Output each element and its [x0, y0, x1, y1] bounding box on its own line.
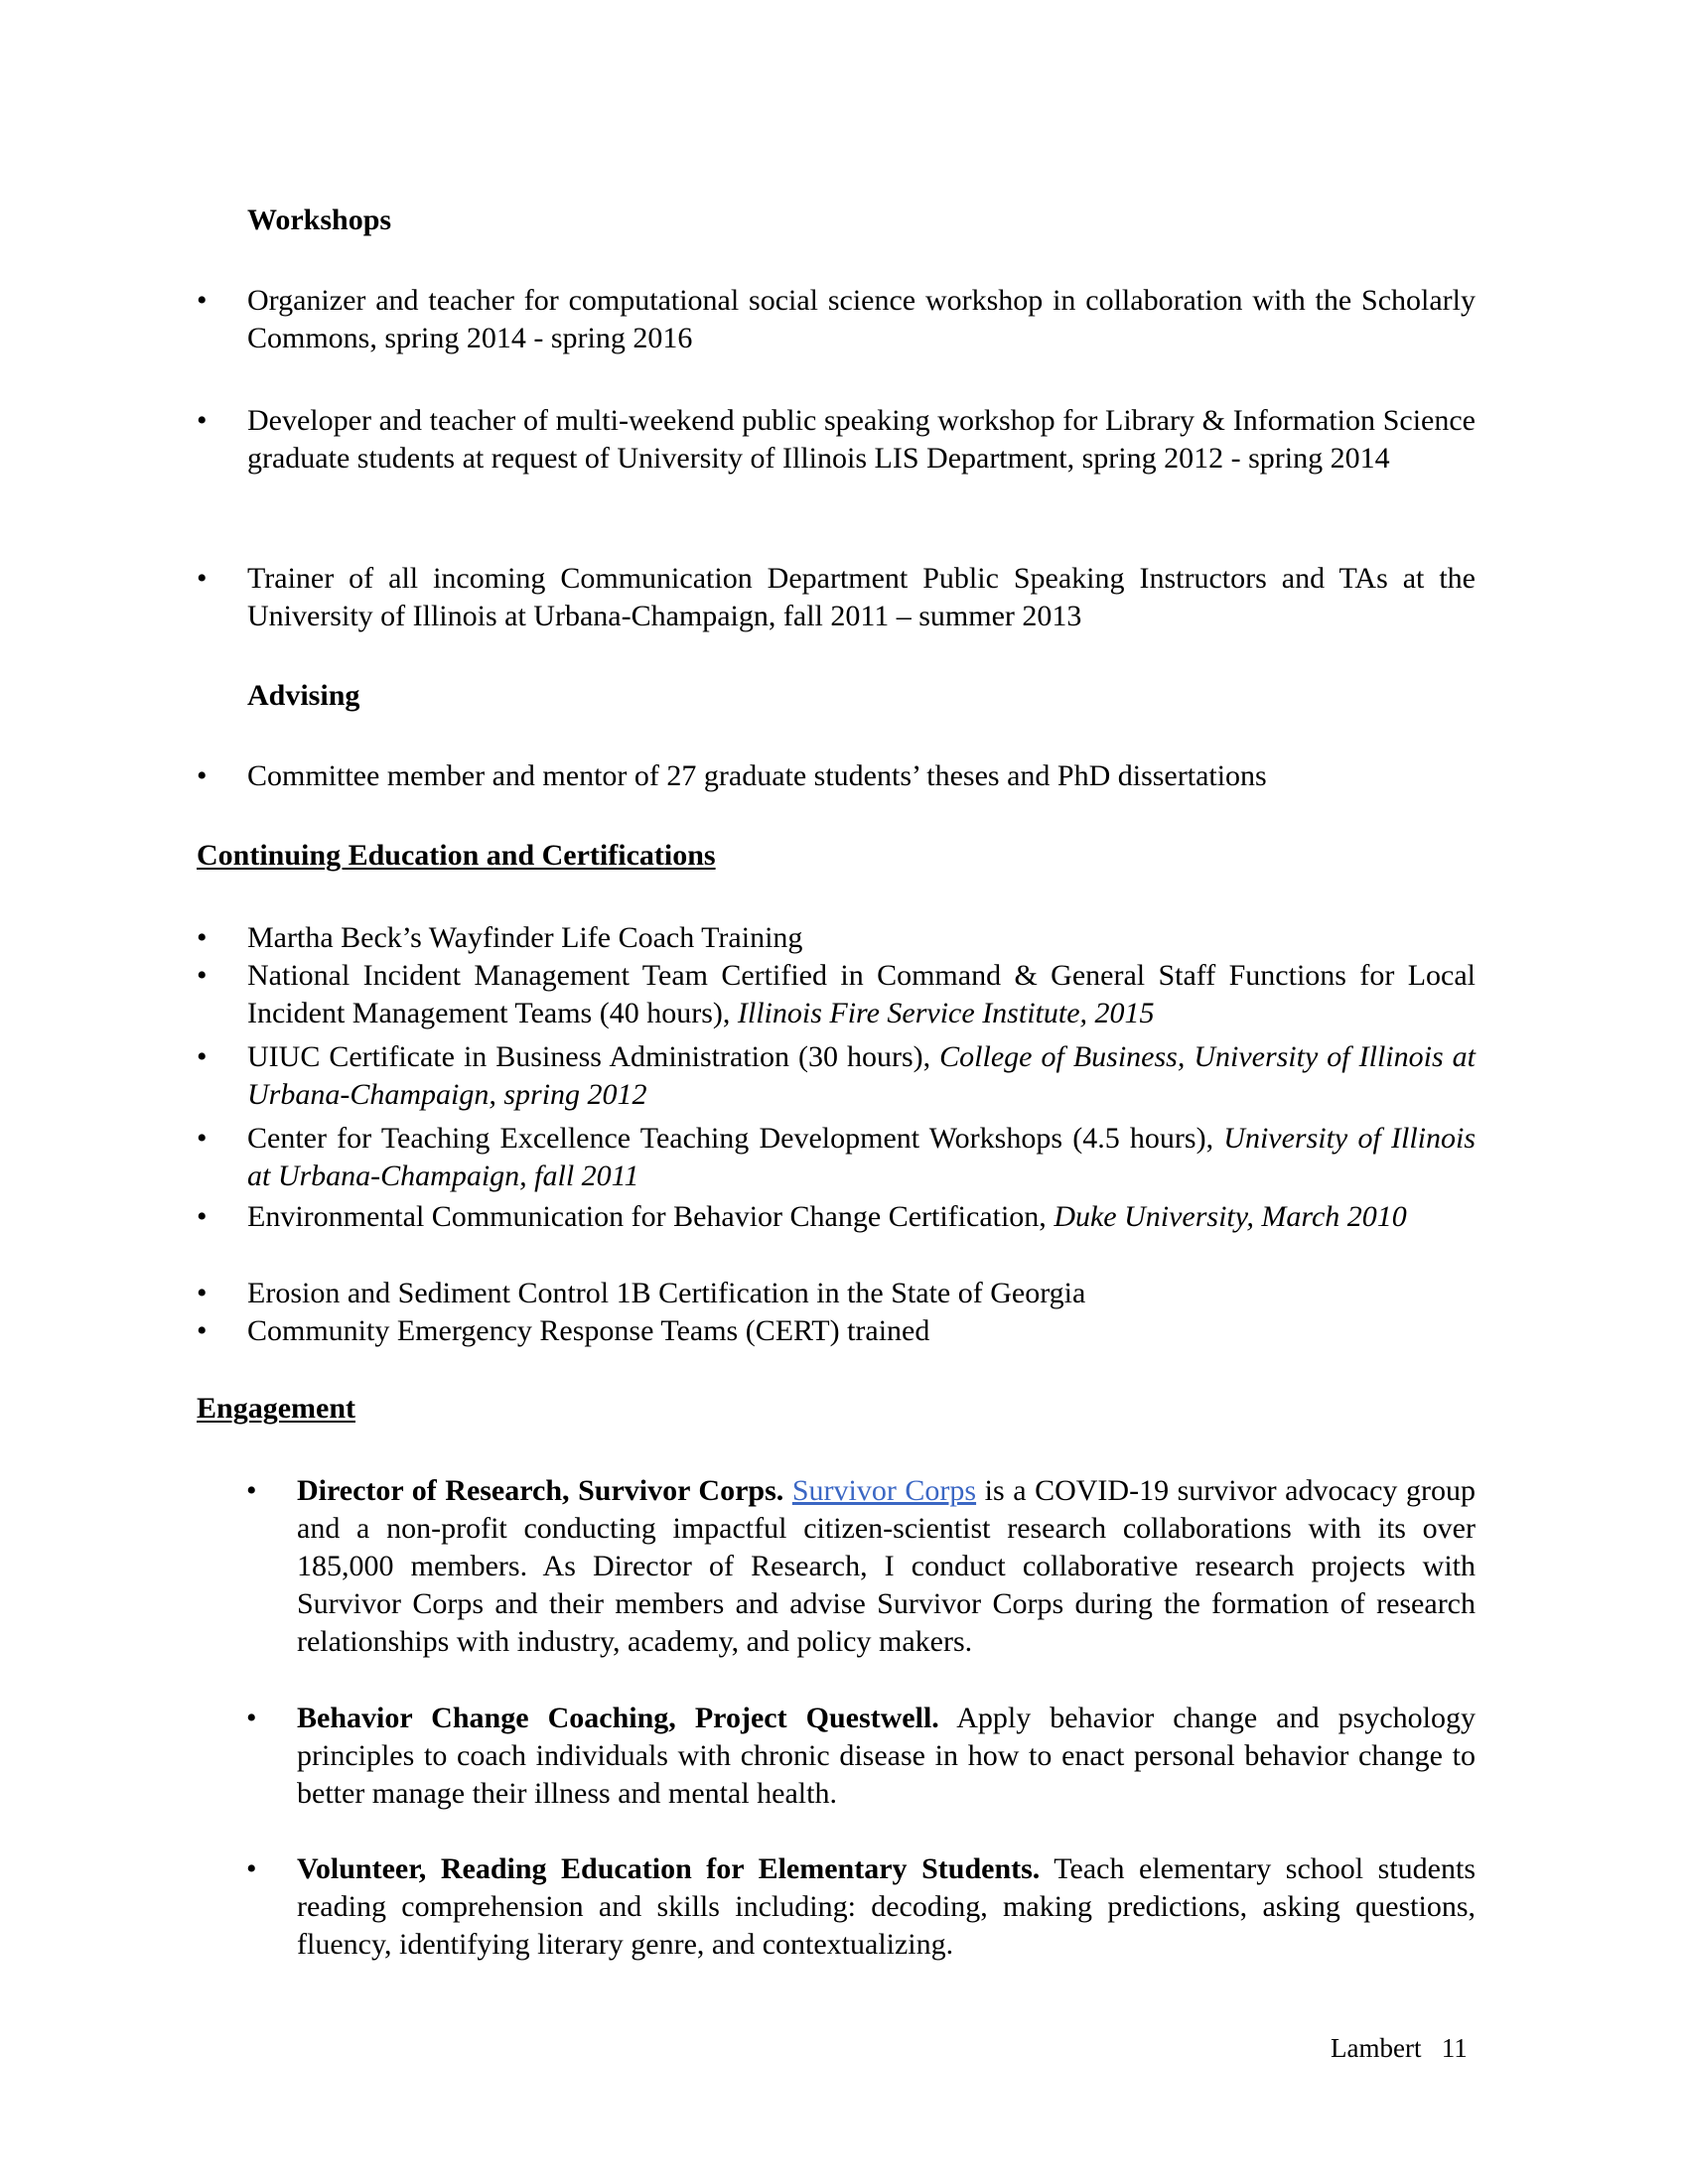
engagement-title: Volunteer, Reading Education for Elementary Students.	[297, 1852, 1041, 1885]
advising-item: • Committee member and mentor of 27 graduate students’ theses and PhD dissertations	[197, 757, 1476, 795]
bullet-icon: •	[197, 1314, 208, 1347]
bullet-icon: •	[246, 1474, 257, 1507]
bullet-icon: •	[197, 1040, 208, 1073]
certification-item: • Martha Beck’s Wayfinder Life Coach Training	[197, 919, 1476, 957]
bullet-icon: •	[197, 1277, 208, 1309]
bullet-icon: •	[197, 284, 208, 317]
certification-item: • National Incident Management Team Certified in Command & General Staff Functions for Local Incident Management Teams (40 hours), Illinois Fire Service Institute, 2015	[197, 959, 1476, 1029]
continuing-education-heading: Continuing Education and Certifications	[197, 839, 716, 872]
bullet-icon: •	[246, 1852, 257, 1885]
bullet-icon: •	[197, 1200, 208, 1233]
certification-item: • UIUC Certificate in Business Administration (30 hours), College of Business, University of Illinois at Urbana-Champaign, spring 2012	[197, 1040, 1476, 1111]
bullet-icon: •	[197, 959, 208, 992]
certification-item: • Community Emergency Response Teams (CERT) trained	[197, 1312, 1476, 1350]
bullet-icon: •	[197, 921, 208, 954]
bullet-icon: •	[197, 759, 208, 792]
engagement-heading: Engagement	[197, 1392, 355, 1425]
engagement-item: • Behavior Change Coaching, Project Questwell. Apply behavior change and psychology principles to coach individuals with chronic disease in how to enact personal behavior change to better manage their illness and mental health.	[246, 1702, 1476, 1810]
bullet-icon: •	[246, 1702, 257, 1734]
certification-item: • Erosion and Sediment Control 1B Certification in the State of Georgia	[197, 1275, 1476, 1312]
workshop-item: • Trainer of all incoming Communication Department Public Speaking Instructors and TAs at the University of Illinois at Urbana-Champaign, fall 2011 – summer 2013	[197, 562, 1476, 632]
certification-item: • Center for Teaching Excellence Teaching Development Workshops (4.5 hours), University of Illinois at Urbana-Champaign, fall 2011	[197, 1122, 1476, 1192]
engagement-item: • Director of Research, Survivor Corps. Survivor Corps is a COVID-19 survivor advocacy group and a non-profit conducting impactful citizen-scientist research collaborations with its over 185,000 members. As Director of Research, I conduct collaborative research projects with Survivor Corps and their members and advise Survivor Corps during the formation of research relationships with industry, academy, and policy makers.	[246, 1474, 1476, 1658]
page-number: 11	[1441, 2033, 1468, 2063]
engagement-title: Behavior Change Coaching, Project Questwell.	[297, 1702, 939, 1734]
bullet-icon: •	[197, 1122, 208, 1155]
workshops-heading: Workshops	[247, 204, 392, 236]
engagement-title: Director of Research, Survivor Corps.	[297, 1474, 784, 1507]
bullet-icon: •	[197, 404, 208, 437]
certification-item: • Environmental Communication for Behavior Change Certification, Duke University, March 2010	[197, 1198, 1476, 1236]
footer-author: Lambert	[1331, 2033, 1422, 2063]
survivor-corps-link[interactable]: Survivor Corps	[791, 1474, 977, 1507]
advising-heading: Advising	[247, 679, 360, 712]
workshop-item: • Developer and teacher of multi-weekend public speaking workshop for Library & Information Science graduate students at request of University of Illinois LIS Department, spring 2012 - spring 2014	[197, 404, 1476, 475]
engagement-item: • Volunteer, Reading Education for Elementary Students. Teach elementary school students reading comprehension and skills including: decoding, making predictions, asking questions, fluency, identifying literary genre, and contextualizing.	[246, 1852, 1476, 1961]
bullet-icon: •	[197, 562, 208, 595]
workshop-item: • Organizer and teacher for computational social science workshop in collaboration with the Scholarly Commons, spring 2014 - spring 2016	[197, 284, 1476, 354]
page-footer	[1331, 2032, 1468, 2064]
